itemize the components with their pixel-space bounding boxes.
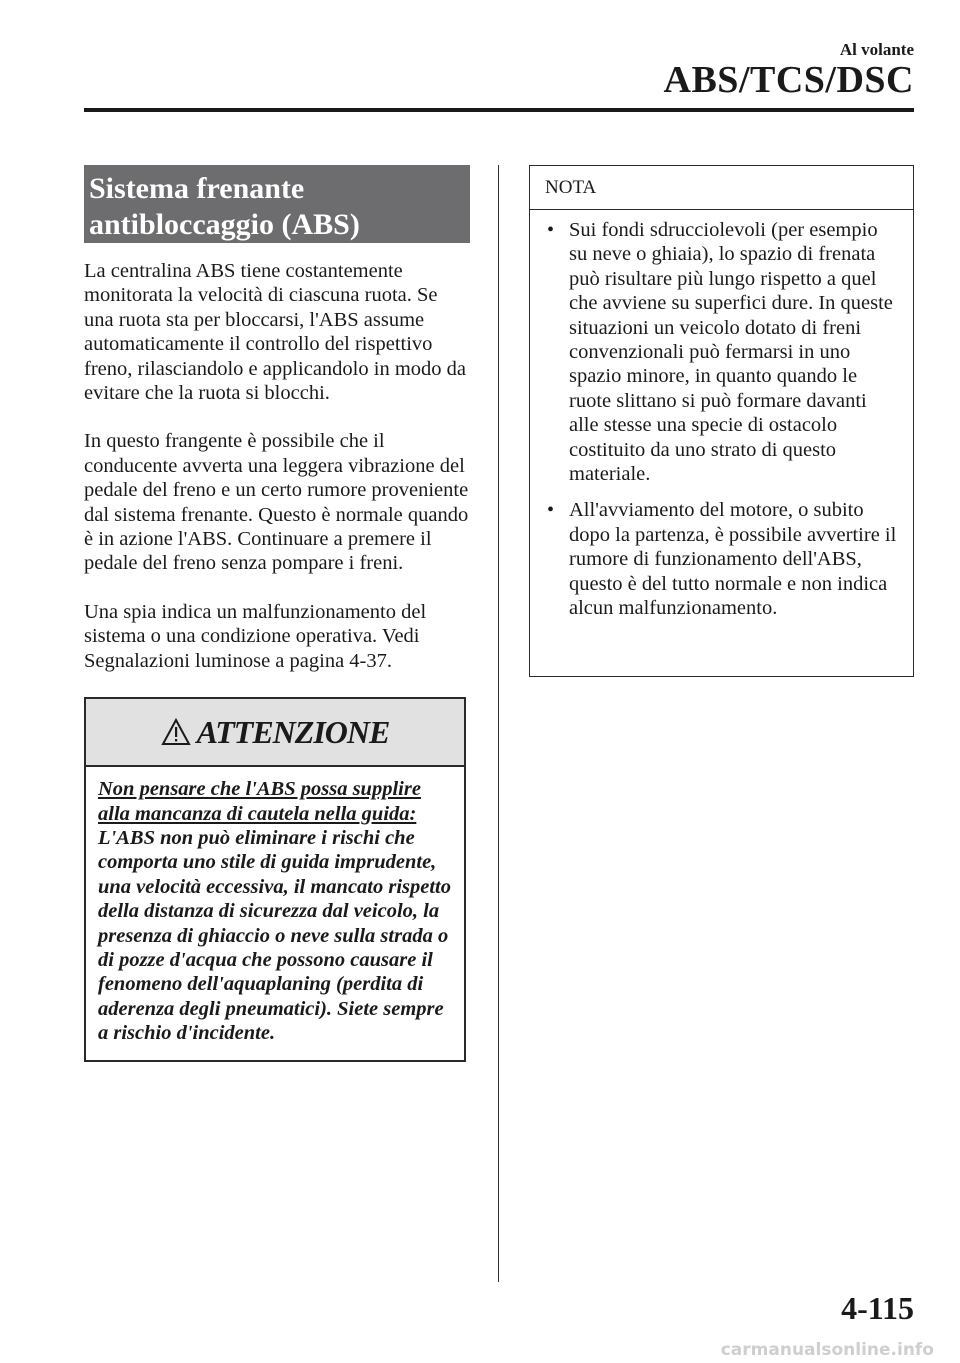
warning-underlined-text: Non pensare che l'ABS possa supplire alla mancanza di cautela nella guida: bbox=[98, 778, 421, 825]
note-item-text: Sui fondi sdrucciolevoli (per esempio su neve o ghiaia), lo spazio di frenata può risultare più lungo rispetto a quel che avviene su superfici dure. In queste situazioni un veicolo dotato di freni convenzionali può fermarsi in uno spazio minore, in quanto quando le ruote slittano si può formare davanti alle stesse una specie di ostacolo costituito da uno strato di questo materiale. bbox=[569, 219, 893, 486]
note-list bbox=[530, 210, 913, 621]
bullet-icon: • bbox=[547, 219, 555, 241]
chapter-label: Al volante bbox=[839, 40, 914, 59]
section-heading bbox=[84, 165, 470, 243]
warning-triangle-icon bbox=[161, 718, 191, 746]
note-box bbox=[529, 165, 914, 677]
warning-body bbox=[86, 767, 464, 1059]
page-section-title: ABS/TCS/DSC bbox=[663, 59, 914, 101]
watermark-site: carmanualsonline.info bbox=[720, 1340, 934, 1360]
body-paragraph: Una spia indica un malfunzionamento del sistema o una condizione operativa. Vedi Segnalazioni luminose a pagina 4-37. bbox=[84, 600, 427, 672]
left-column bbox=[84, 165, 470, 1062]
warning-box bbox=[84, 697, 466, 1061]
section-heading-line-1: Sistema frenante bbox=[89, 172, 305, 205]
note-item-text: All'avviamento del motore, o subito dopo la partenza, è possibile avvertire il rumore di funzionamento dell'ABS, questo è del tutto normale e non indica alcun malfunzionamento. bbox=[569, 499, 897, 620]
section-heading-line-2: antibloccaggio (ABS) bbox=[89, 208, 360, 241]
header-rule bbox=[84, 108, 914, 112]
column-divider bbox=[498, 165, 499, 1282]
body-paragraph: La centralina ABS tiene costantemente monitorata la velocità di ciascuna ruota. Se una ruota sta per bloccarsi, l'ABS assume automaticamente il controllo del rispettivo freno, rilasciandolo e applicandolo in modo da evitare che la ruota si blocchi. bbox=[84, 260, 466, 405]
warning-header bbox=[86, 699, 464, 767]
note-item bbox=[545, 218, 899, 486]
warning-text: L'ABS non può eliminare i rischi che comporta uno stile di guida imprudente, una velocità eccessiva, il mancato rispetto della distanza di sicurezza dal veicolo, la presenza di ghiaccio o neve sulla strada o di pozze d'acqua che possono causare il fenomeno dell'aquaplaning (perdita di aderenza degli pneumatici). Siete sempre a rischio d'incidente. bbox=[98, 826, 452, 1045]
body-paragraph: In questo frangente è possibile che il conducente avverta una leggera vibrazione del pedale del freno e un certo rumore proveniente dal sistema frenante. Questo è normale quando è in azione l'ABS. Continuare a premere il pedale del freno senza pompare i freni. bbox=[84, 430, 469, 575]
bullet-icon: • bbox=[547, 499, 555, 522]
page-number: 4-115 bbox=[841, 1290, 914, 1326]
warning-title: ATTENZIONE bbox=[196, 713, 390, 750]
note-item bbox=[545, 498, 899, 620]
note-title: NOTA bbox=[530, 166, 913, 210]
